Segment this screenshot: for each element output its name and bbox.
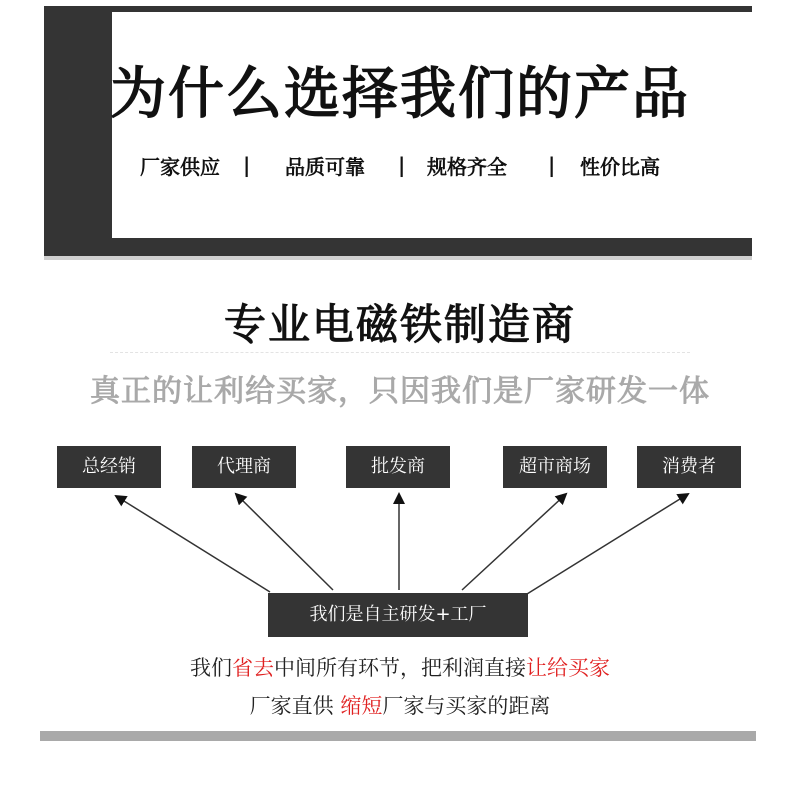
arrow-to-channel-1: [116, 496, 270, 592]
channel-box: 代理商: [192, 446, 296, 488]
description-text: 中间所有环节，把利润直接: [274, 656, 526, 680]
feature-separator: |: [243, 153, 251, 177]
description-highlight: 让给买家: [526, 656, 610, 680]
feature-item: 厂家供应: [140, 155, 220, 179]
source-box: 我们是自主研发+工厂: [268, 593, 528, 637]
description-text: 厂家与买家的距离: [382, 694, 551, 718]
feature-separator: |: [548, 153, 556, 177]
bottom-divider-bar: [40, 731, 756, 741]
channel-box: 批发商: [346, 446, 450, 488]
hero-title: 为什么选择我们的产品: [110, 62, 690, 127]
main-heading: 专业电磁铁制造商: [223, 300, 576, 349]
description-line-1: [0, 652, 800, 682]
feature-item: 规格齐全: [427, 155, 507, 179]
arrow-to-channel-2: [236, 494, 333, 590]
sub-heading: 真正的让利给买家，只因我们是厂家研发一体: [90, 374, 710, 409]
arrow-to-channel-4: [462, 494, 566, 590]
channel-box: 总经销: [57, 446, 161, 488]
description-highlight: 缩短: [340, 694, 383, 718]
description-line-2: [0, 690, 800, 720]
description-text: 我们: [190, 656, 232, 680]
feature-item: 品质可靠: [285, 155, 365, 179]
feature-separator: |: [398, 153, 406, 177]
description-text: 厂家直供: [249, 694, 334, 718]
channel-box: 消费者: [637, 446, 741, 488]
channel-box: 超市商场: [503, 446, 607, 488]
arrow-to-channel-5: [527, 494, 688, 594]
description-highlight: 省去: [232, 656, 274, 680]
feature-item: 性价比高: [580, 155, 660, 179]
